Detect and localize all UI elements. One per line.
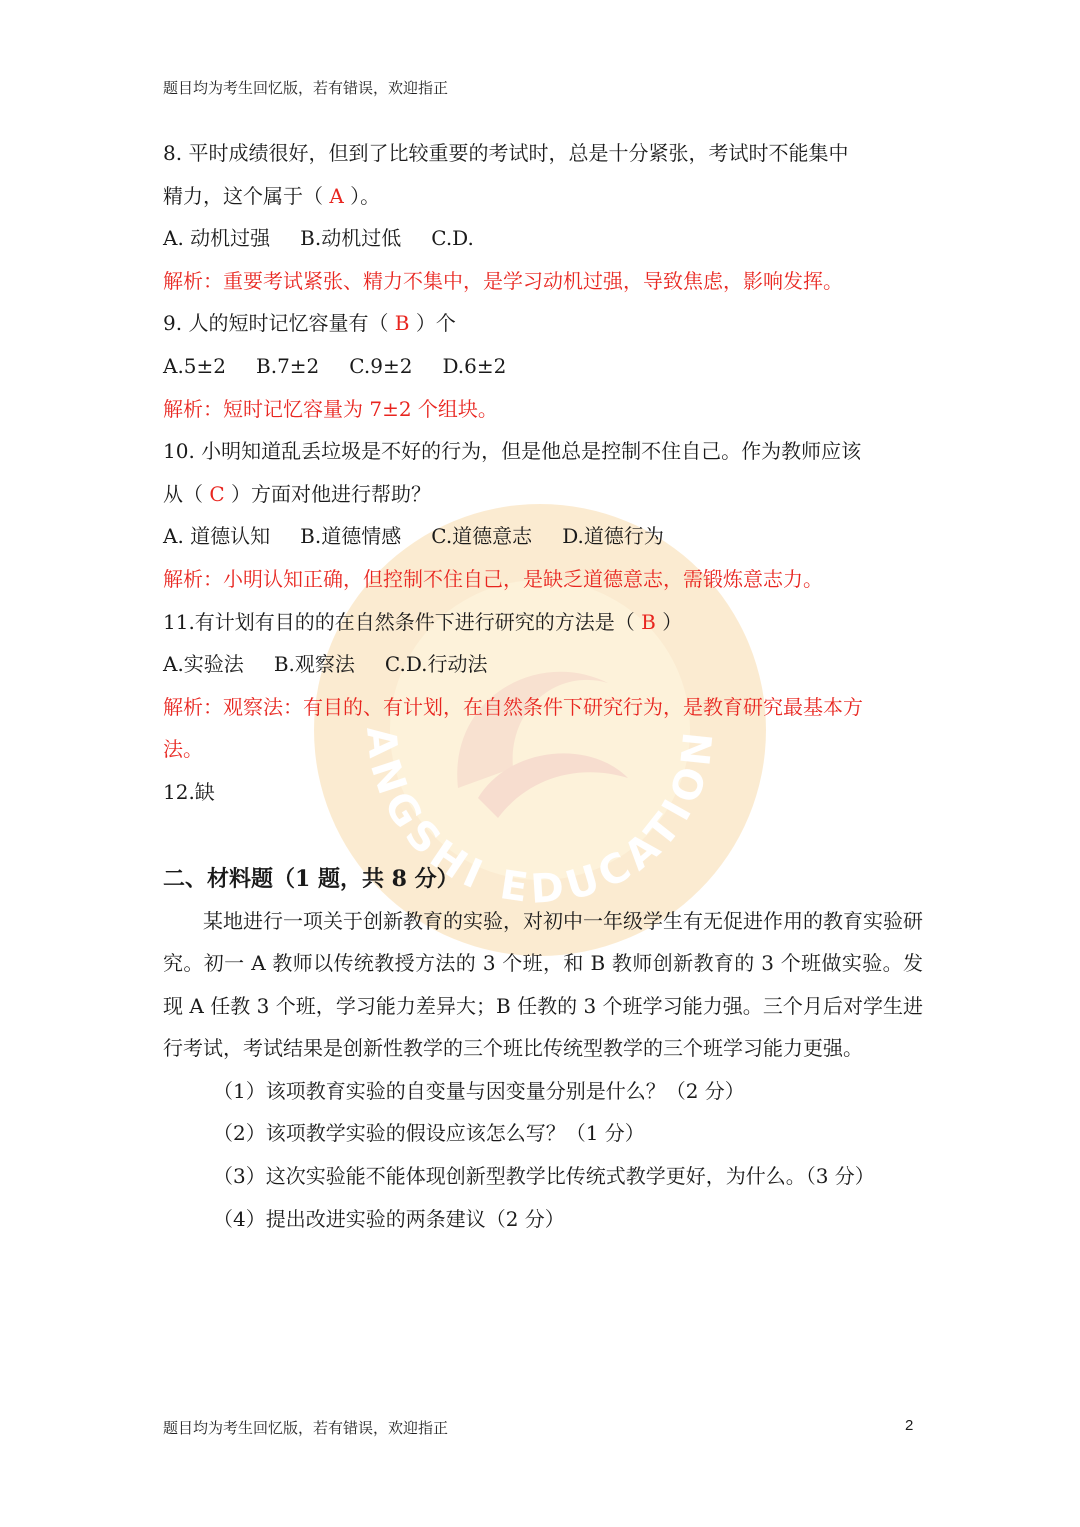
q11-options	[163, 643, 923, 686]
q10-option-d: D.道德行为	[562, 524, 664, 549]
page-footer: 题目均为考生回忆版，若有错误，欢迎指正	[163, 1419, 449, 1437]
q9-line: 9. 人的短时记忆容量有（ B ）个	[163, 311, 456, 336]
q10-answer: C	[209, 481, 225, 506]
q10-line2: 从（ C ）方面对他进行帮助？	[163, 481, 432, 506]
q12-line: 12.缺	[163, 779, 215, 804]
q11-option-c: C.D.行动法	[384, 652, 488, 677]
q9-option-c: C.9±2	[349, 353, 413, 378]
q9-analysis: 解析：短时记忆容量为 7±2 个组块。	[163, 396, 498, 421]
q11-analysis-line2: 法。	[163, 737, 203, 762]
q9-option-a: A.5±2	[163, 353, 227, 378]
page-content	[163, 132, 923, 1240]
q8-line1: 8. 平时成绩很好，但到了比较重要的考试时，总是十分紧张，考试时不能集中	[163, 141, 849, 165]
q11-answer: B	[641, 609, 656, 634]
q11-analysis-line1: 解析：观察法：有目的、有计划，在自然条件下研究行为，是教育研究最基本方	[163, 694, 863, 719]
q10-option-a: A. 道德认知	[163, 524, 271, 549]
q11-line: 11.有计划有目的的在自然条件下进行研究的方法是（ B ）	[163, 609, 683, 634]
section-title: 二、材料题（1 题，共 8 分）	[163, 865, 459, 892]
svg-text:ANGSHI EDUCATION: ANGSHI EDUCATION	[357, 724, 724, 913]
q10-option-b: B.道德情感	[300, 524, 402, 549]
q8-answer: A	[329, 183, 344, 208]
q10-analysis: 解析：小明认知正确，但控制不住自己，是缺乏道德意志，需锻炼意志力。	[163, 566, 823, 591]
q11-option-b: B.观察法	[273, 652, 355, 677]
q8-options	[163, 217, 923, 260]
material-question-3: （3）这次实验能不能体现创新型教学比传统式教学更好，为什么。（3 分）	[213, 1164, 875, 1189]
page-header: 题目均为考生回忆版，若有错误，欢迎指正	[163, 79, 449, 97]
q9-answer: B	[394, 311, 410, 336]
q8-option-c: C.D.	[431, 226, 474, 251]
material-question-1: （1）该项教育实验的自变量与因变量分别是什么？（2 分）	[213, 1078, 745, 1103]
q10-line1: 10. 小明知道乱丢垃圾是不好的行为，但是他总是控制不住自己。作为教师应该	[163, 439, 862, 464]
q8-option-a: A. 动机过强	[163, 226, 271, 251]
material-question-4: （4）提出改进实验的两条建议（2 分）	[213, 1206, 565, 1231]
q8-line2: 精力，这个属于（ A ）。	[163, 183, 381, 208]
q10-option-c: C.道德意志	[431, 524, 533, 549]
q10-options	[163, 515, 923, 558]
page-number: 2	[905, 1417, 914, 1434]
q9-options	[163, 345, 923, 388]
material-question-2: （2）该项教学实验的假设应该怎么写？（1 分）	[213, 1121, 645, 1146]
q8-analysis: 解析：重要考试紧张、精力不集中，是学习动机过强，导致焦虑，影响发挥。	[163, 268, 843, 293]
q11-option-a: A.实验法	[163, 652, 244, 677]
q9-option-d: D.6±2	[442, 353, 507, 378]
q9-option-b: B.7±2	[256, 353, 320, 378]
material-paragraph: 某地进行一项关于创新教育的实验，对初中一年级学生有无促进作用的教育实验研究。初一 A 教师以传统教授方法的 3 个班，和 B 教师创新教育的 3 个班做实验。发现 A 任教 3 个班，学习能力差异大；B 任教的 3 个班学习能力强。三个月后对学生进行考试，考试结果是创新性教学的三个班比传统型教学的三个班学习能力更强。	[163, 908, 923, 1061]
q8-option-b: B.动机过低	[300, 226, 402, 251]
